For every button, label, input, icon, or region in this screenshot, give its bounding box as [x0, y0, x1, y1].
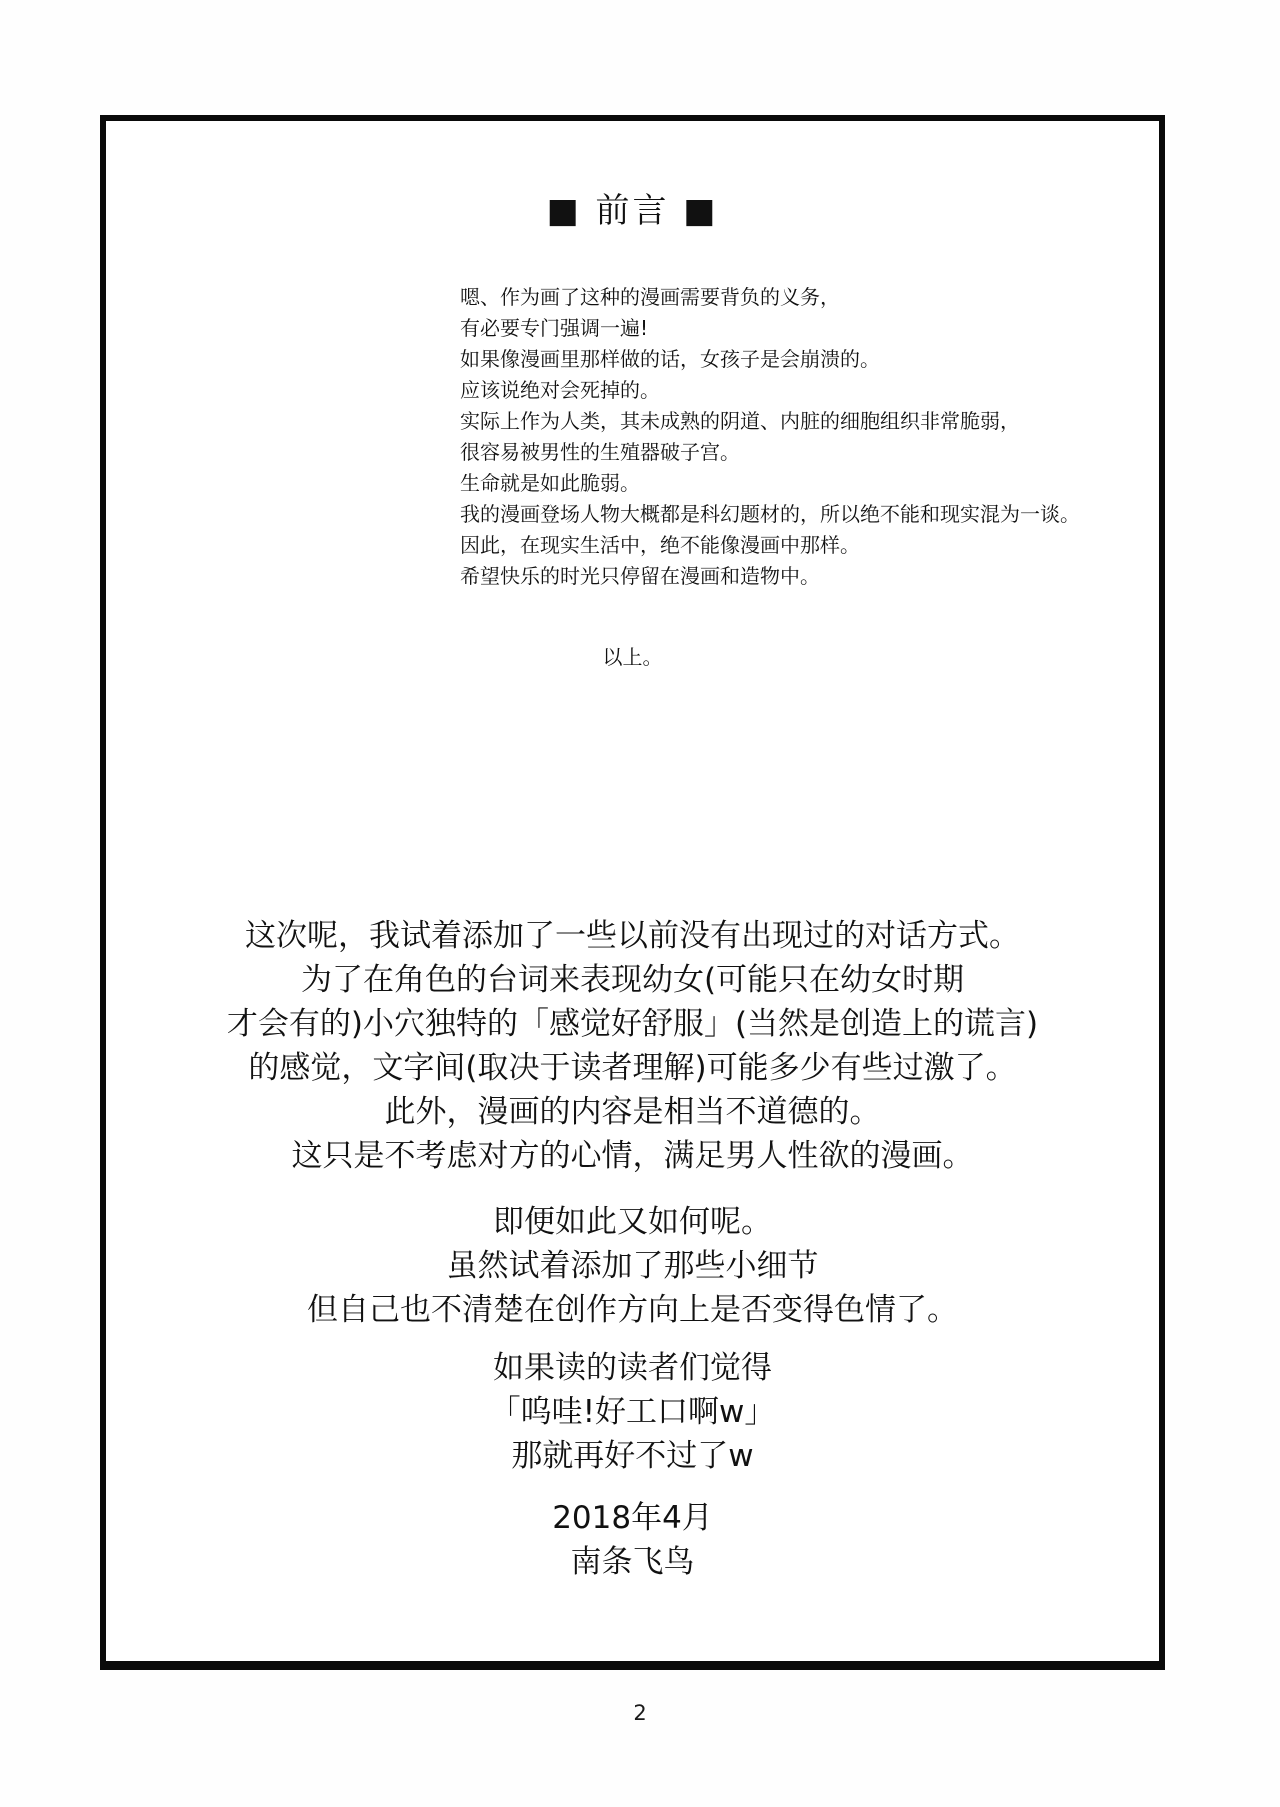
- afterword-group: [106, 1346, 1159, 1478]
- preface-line: 如果像漫画里那样做的话，女孩子是会崩溃的。: [460, 347, 880, 371]
- preface-line: 嗯、作为画了这种的漫画需要背负的义务，: [460, 285, 840, 309]
- afterword-line: 虽然试着添加了那些小细节: [446, 1248, 819, 1284]
- preface-line: 实际上作为人类，其未成熟的阴道、内脏的细胞组织非常脆弱，: [460, 409, 1020, 433]
- page-number: 2: [633, 1701, 647, 1725]
- afterword-line: 这次呢，我试着添加了一些以前没有出现过的对话方式。: [245, 918, 1020, 954]
- preface-block: [460, 282, 1080, 592]
- afterword-line: 如果读的读者们觉得: [493, 1350, 772, 1386]
- page-title: ■ 前言 ■: [546, 191, 719, 231]
- content-frame: [100, 115, 1165, 1670]
- preface-line: 很容易被男性的生殖器破子宫。: [460, 440, 740, 464]
- preface-closing: 以上。: [602, 645, 663, 669]
- preface-line: 我的漫画登场人物大概都是科幻题材的，所以绝不能和现实混为一谈。: [460, 502, 1080, 526]
- afterword-line: 这只是不考虑对方的心情，满足男人性欲的漫画。: [291, 1138, 974, 1174]
- preface-line: 希望快乐的时光只停留在漫画和造物中。: [460, 564, 820, 588]
- afterword-group: [106, 1200, 1159, 1332]
- afterword-line: 为了在角色的台词来表现幼女(可能只在幼女时期: [300, 962, 965, 998]
- signature-author: 南条飞鸟: [570, 1544, 695, 1580]
- afterword-line: 此外，漫画的内容是相当不道德的。: [384, 1094, 881, 1130]
- afterword-line: 「呜哇!好工口啊w」: [489, 1394, 776, 1430]
- afterword-block: [106, 914, 1159, 1584]
- signature-date: 2018年4月: [552, 1500, 713, 1536]
- afterword-line: 才会有的)小穴独特的「感觉好舒服」(当然是创造上的谎言): [226, 1006, 1039, 1042]
- signature: [106, 1496, 1159, 1584]
- preface-line: 有必要专门强调一遍!: [460, 316, 649, 340]
- afterword-line: 那就再好不过了w: [511, 1438, 754, 1474]
- preface-line: 应该说绝对会死掉的。: [460, 378, 660, 402]
- afterword-group: [106, 914, 1159, 1178]
- afterword-line: 的感觉，文字间(取决于读者理解)可能多少有些过激了。: [248, 1050, 1017, 1086]
- afterword-line: 即便如此又如何呢。: [493, 1204, 772, 1240]
- afterword-line: 但自己也不清楚在创作方向上是否变得色情了。: [307, 1292, 958, 1328]
- preface-line: 因此，在现实生活中，绝不能像漫画中那样。: [460, 533, 860, 557]
- preface-line: 生命就是如此脆弱。: [460, 471, 640, 495]
